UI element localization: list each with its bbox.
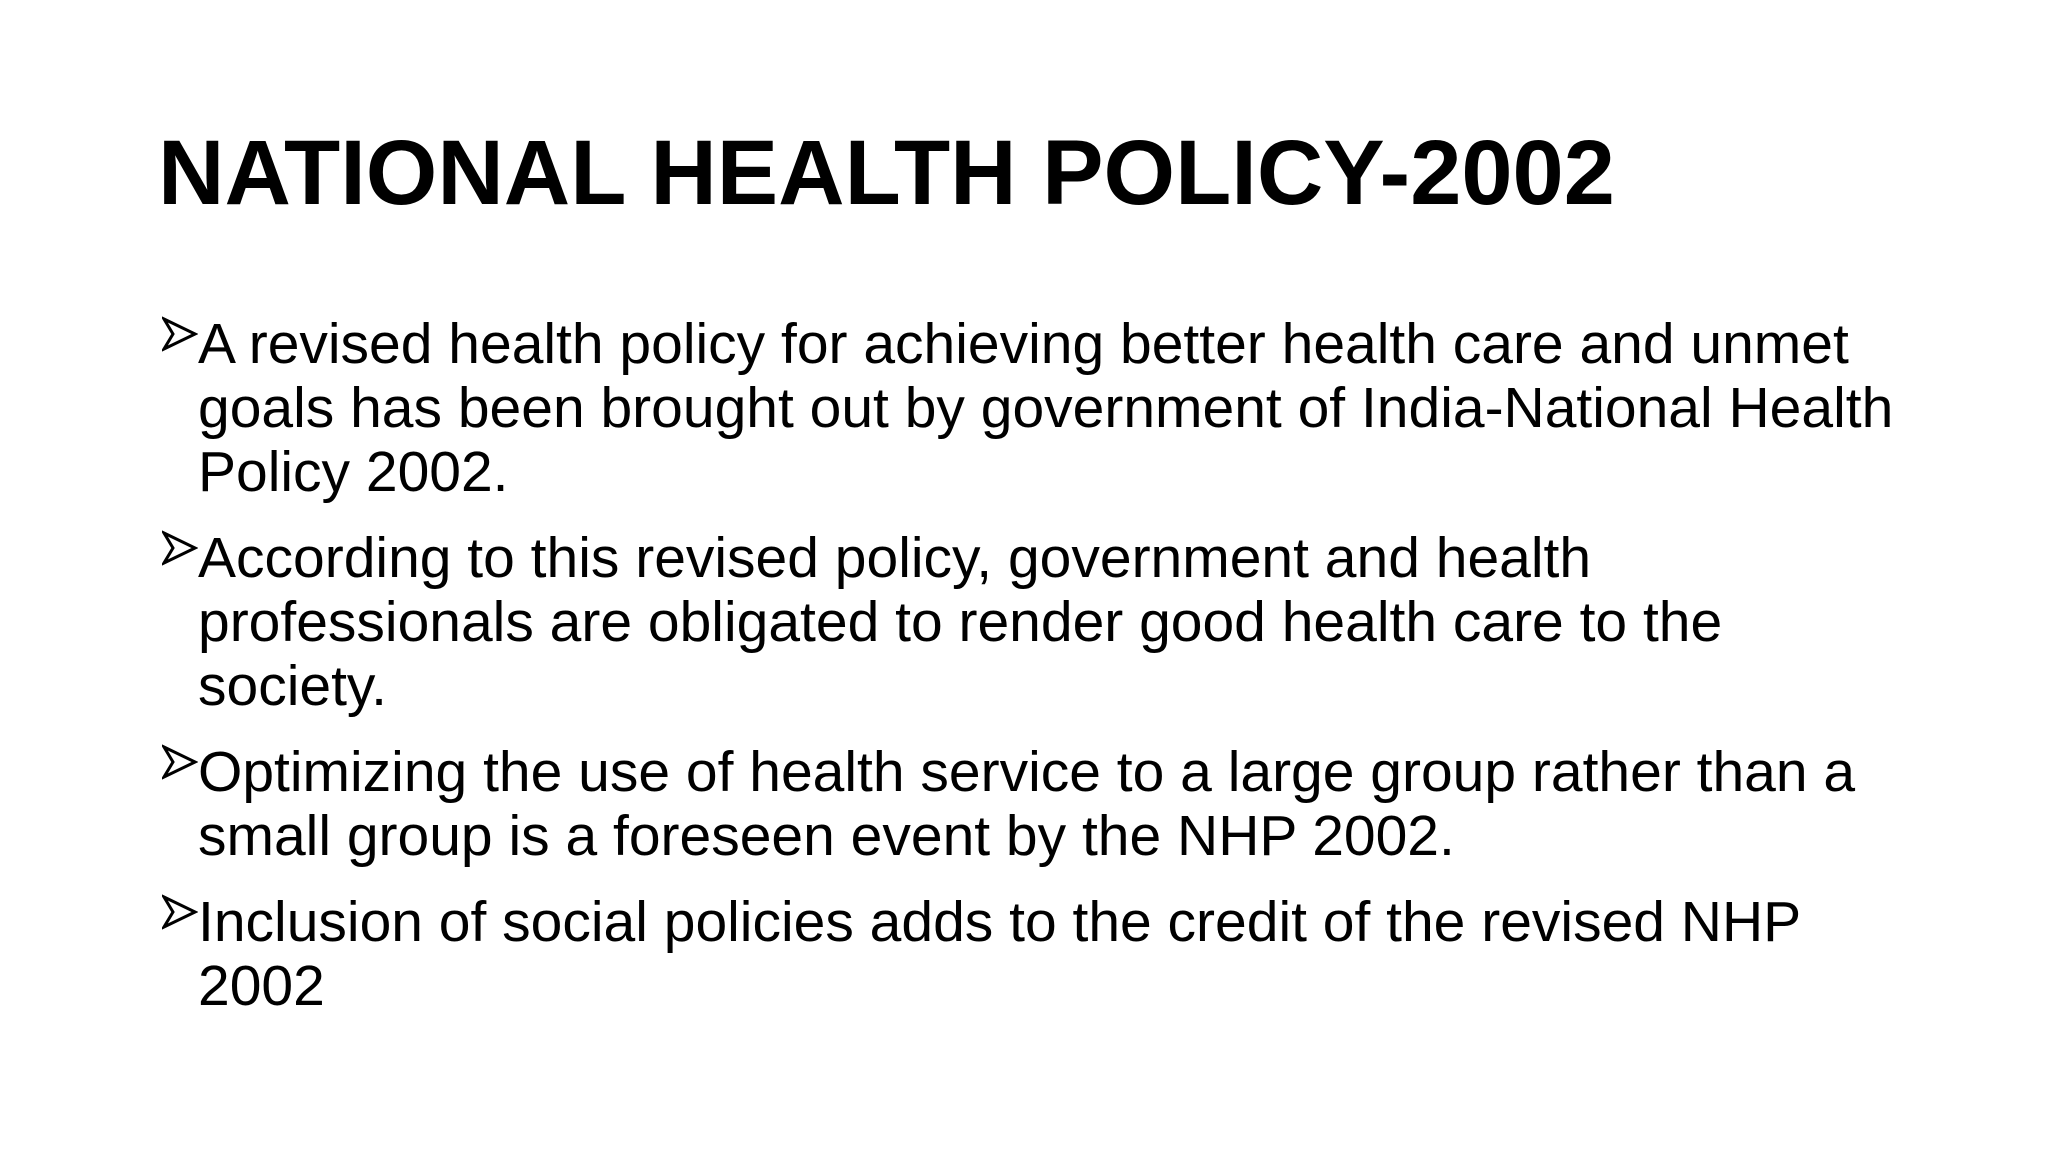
bullet-item xyxy=(158,526,1918,718)
bullet-text: Optimizing the use of health service to a large group rather than a small group is a foreseen event by the NHP 2002. xyxy=(198,740,1856,868)
bullet-text: According to this revised policy, government and health professionals are obligated to render good health care to the society. xyxy=(198,526,1723,718)
bullet-list xyxy=(158,312,1918,1040)
arrowhead-bullet-icon xyxy=(162,312,200,376)
bullet-text: Inclusion of social policies adds to the credit of the revised NHP 2002 xyxy=(198,890,1801,1018)
bullet-item xyxy=(158,890,1918,1018)
arrowhead-bullet-icon xyxy=(162,526,200,590)
bullet-item xyxy=(158,740,1918,868)
arrowhead-bullet-icon xyxy=(162,740,200,804)
bullet-item xyxy=(158,312,1918,504)
arrowhead-bullet-icon xyxy=(162,890,200,954)
slide-title: NATIONAL HEALTH POLICY-2002 xyxy=(158,122,1615,224)
bullet-text: A revised health policy for achieving better health care and unmet goals has been brought out by government of India-National Health Policy 2002. xyxy=(198,312,1894,504)
